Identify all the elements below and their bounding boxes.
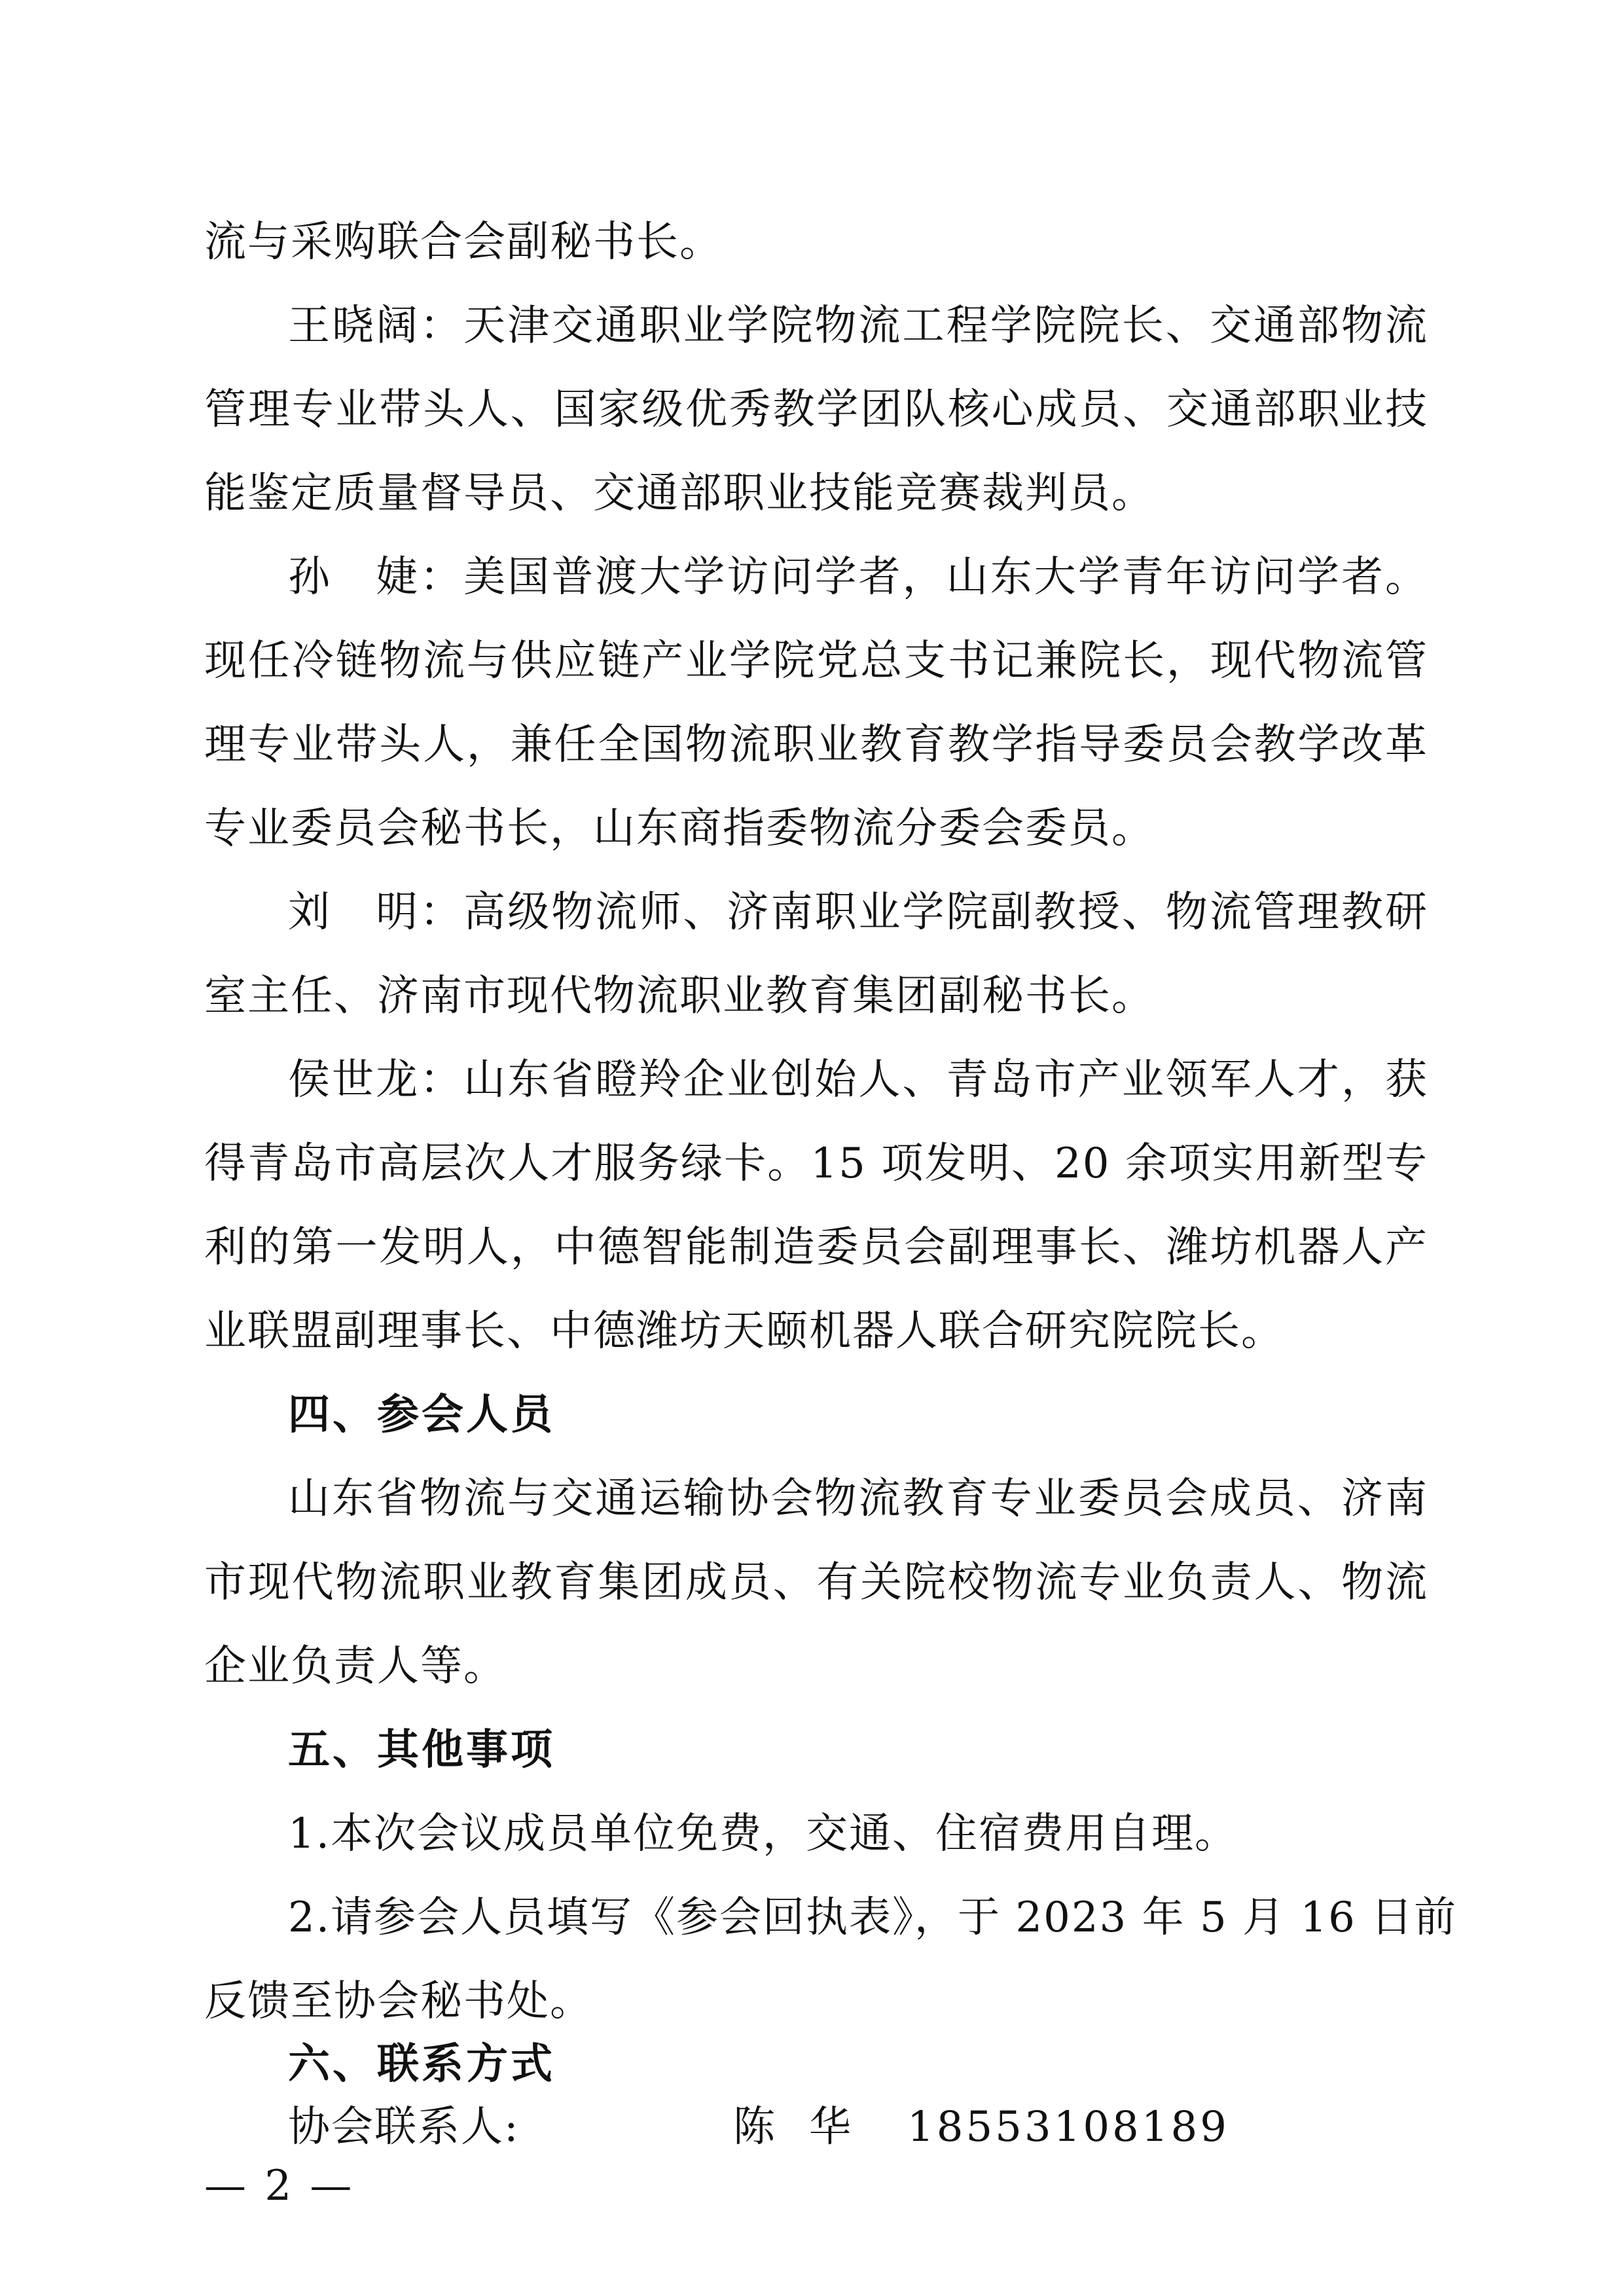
text-line: 反馈至协会秘书处。 — [204, 1977, 593, 2026]
text-line: 孙 婕：美国普渡大学访问学者，山东大学青年访问学者。 — [288, 553, 1428, 601]
contact-name: 陈华 — [733, 2103, 885, 2151]
text-line: 侯世龙：山东省瞪羚企业创始人、青岛市产业领军人才，获 — [288, 1056, 1428, 1104]
text-line: 1.本次会议成员单位免费，交通、住宿费用自理。 — [288, 1810, 1238, 1858]
text-line: 利的第一发明人，中德智能制造委员会副理事长、潍坊机器人产 — [204, 1223, 1428, 1272]
text-line: 企业负责人等。 — [204, 1642, 507, 1691]
text-line: 山东省物流与交通运输协会物流教育专业委员会成员、济南 — [288, 1475, 1428, 1523]
text-line: 现任冷链物流与供应链产业学院党总支书记兼院长，现代物流管 — [204, 637, 1428, 685]
contact-label: 协会联系人: — [288, 2103, 520, 2151]
text-line: 市现代物流职业教育集团成员、有关院校物流专业负责人、物流 — [204, 1558, 1428, 1607]
text-line: 王晓阔：天津交通职业学院物流工程学院院长、交通部物流 — [288, 302, 1428, 350]
section-heading: 五、其他事项 — [288, 1726, 555, 1774]
page-number: — 2 — — [204, 2162, 355, 2210]
text-line: 得青岛市高层次人才服务绿卡。15 项发明、20 余项实用新型专 — [204, 1139, 1428, 1188]
text-line: 业联盟副理事长、中德潍坊天颐机器人联合研究院院长。 — [204, 1307, 1284, 1355]
text-line: 刘 明：高级物流师、济南职业学院副教授、物流管理教研 — [288, 888, 1428, 937]
text-line: 理专业带头人，兼任全国物流职业教育教学指导委员会教学改革 — [204, 721, 1428, 769]
text-line: 2.请参会人员填写《参会回执表》，于 2023 年 5 月 16 日前 — [288, 1893, 1458, 1942]
text-line: 室主任、济南市现代物流职业教育集团副秘书长。 — [204, 972, 1155, 1020]
section-heading: 六、联系方式 — [288, 2040, 555, 2089]
text-line: 能鉴定质量督导员、交通部职业技能竞赛裁判员。 — [204, 469, 1155, 518]
text-line: 专业委员会秘书长，山东商指委物流分委会委员。 — [204, 804, 1155, 853]
contact-phone: 18553108189 — [907, 2103, 1229, 2151]
section-heading: 四、参会人员 — [288, 1391, 555, 1439]
text-line: 流与采购联合会副秘书长。 — [204, 218, 723, 266]
text-line: 管理专业带头人、国家级优秀教学团队核心成员、交通部职业技 — [204, 386, 1428, 434]
